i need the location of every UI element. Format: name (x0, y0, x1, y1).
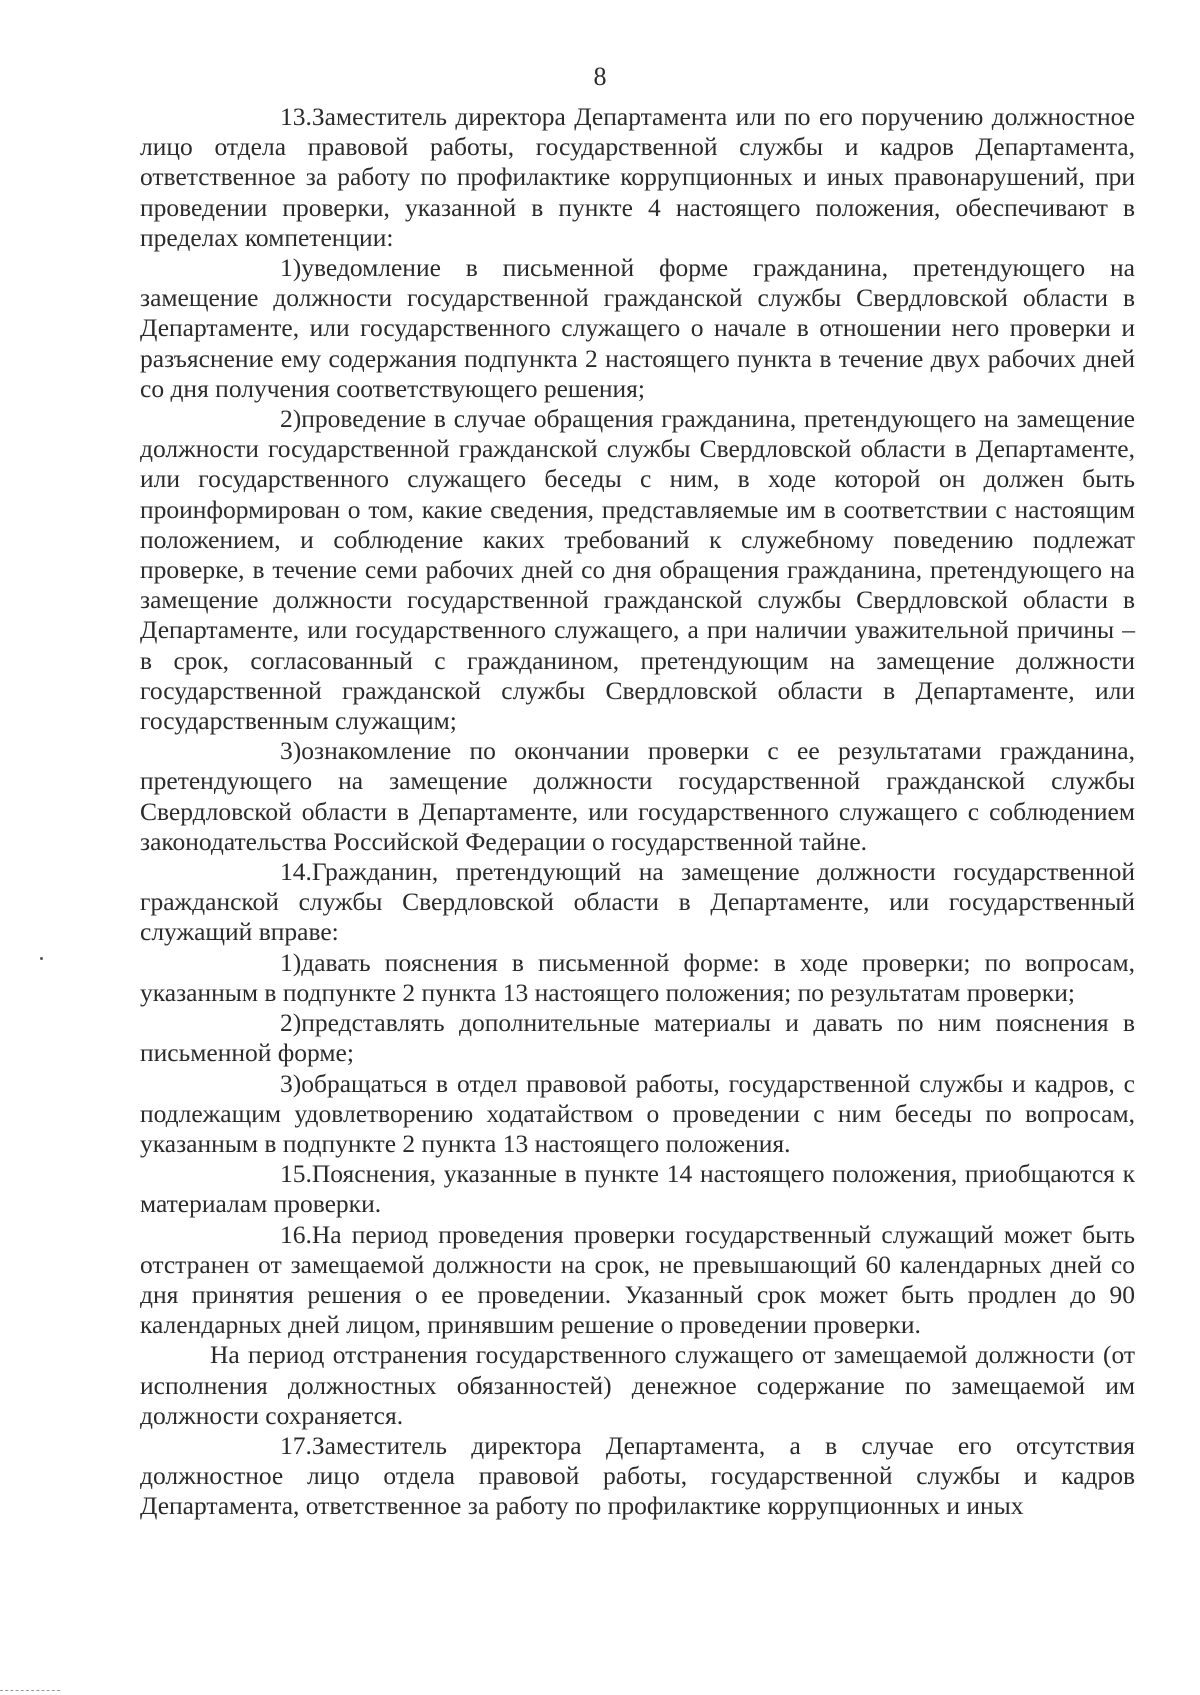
paragraph-text: уведомление в письменной форме гражданина, претендующего на замещение должности государственной гражданской службы Свердловской области в Департаменте, или государственного служащего о начале в отношении него проверки и разъяснение ему содержания подпункта 2 настоящего пункта в течение двух рабочих дней со дня получения соответствующего решения; (140, 253, 1135, 403)
paragraph-number: 1) (280, 253, 302, 283)
paragraph-13 (140, 102, 1135, 253)
scan-speck (40, 957, 43, 960)
paragraph-text: обращаться в отдел правовой работы, государственной службы и кадров, с подлежащим удовлетворению ходатайством о проведении с ним беседы по вопросам, указанным в подпункте 2 пункта 13 настоящего положения. (140, 1068, 1135, 1158)
paragraph-15 (140, 1159, 1135, 1219)
paragraph-13-1 (140, 253, 1135, 404)
paragraph-14-3 (140, 1069, 1135, 1160)
paragraph-number: 3) (280, 1068, 302, 1098)
paragraph-text: Гражданин, претендующий на замещение должности государственной гражданской службы Свердловской области в Департаменте, или государственный служащий вправе: (140, 857, 1135, 947)
paragraph-14 (140, 857, 1135, 948)
paragraph-text: проведение в случае обращения гражданина, претендующего на замещение должности государственной гражданской службы Свердловской области в Департаменте, или государственного служащего беседы с ним, в ходе которой он должен быть проинформирован о том, какие сведения, представляемые им в соответствии с настоящим положением, и соблюдение каких требований к служебному поведению подлежат проверке, в течение семи рабочих дней со дня обращения гражданина, претендующего на замещение должности государственной гражданской службы Свердловской области в Департаменте, или государственного служащего, а при наличии уважительной причины – в срок, согласованный с гражданином, претендующим на замещение должности государственной гражданской службы Свердловской области в Департаменте, или государственным служащим; (140, 404, 1135, 736)
paragraph-14-1 (140, 948, 1135, 1008)
scan-edge-mark (0, 1690, 60, 1695)
paragraph-text: Пояснения, указанные в пункте 14 настоящего положения, приобщаются к материалам проверки. (140, 1159, 1135, 1219)
paragraph-number: 3) (280, 736, 302, 766)
paragraph-number: 14. (280, 857, 312, 887)
paragraph-13-3 (140, 736, 1135, 857)
paragraph-text: ознакомление по окончании проверки с ее результатами гражданина, претендующего на замещение должности государственной гражданской службы Свердловской области в Департаменте, или государственного служащего с соблюдением законодательства Российской Федерации о государственной тайне. (140, 736, 1135, 856)
paragraph-number: 13. (280, 102, 312, 131)
paragraph-17 (140, 1431, 1135, 1522)
page-number: 8 (593, 62, 607, 91)
paragraph-text: На период проведения проверки государственный служащий может быть отстранен от замещаемой должности на срок, не превышающий 60 календарных дней со дня принятия решения о ее проведении. Указанный срок может быть продлен до 90 календарных дней лицом, принявшим решение о проведении проверки. (140, 1219, 1135, 1340)
paragraph-number: 15. (280, 1159, 312, 1189)
paragraph-number: 1) (280, 947, 302, 977)
paragraph-text: представлять дополнительные материалы и давать по ним пояснения в письменной форме; (140, 1008, 1135, 1068)
paragraph-text: давать пояснения в письменной форме: в ходе проверки; по вопросам, указанным в подпункте 2 пункта 13 настоящего положения; по результатам проверки; (140, 947, 1135, 1007)
paragraph-number: 2) (280, 1008, 302, 1038)
paragraph-16 (140, 1220, 1135, 1341)
paragraph-number: 17. (280, 1430, 312, 1460)
paragraph-number: 16. (280, 1219, 312, 1249)
paragraph-text: На период отстранения государственного служащего от замещаемой должности (от исполнения должностных обязанностей) денежное содержание по замещаемой им должности сохраняется. (140, 1340, 1135, 1430)
paragraph-13-2 (140, 404, 1135, 736)
paragraph-16-continued (140, 1340, 1135, 1431)
paragraph-number: 2) (280, 404, 302, 434)
document-body (140, 102, 1135, 1522)
paragraph-14-2 (140, 1008, 1135, 1068)
paragraph-text: Заместитель директора Департамента или по его поручению должностное лицо отдела правовой работы, государственной службы и кадров Департамента, ответственное за работу по профилактике коррупционных и иных правонарушений, при проведении проверки, указанной в пункте 4 настоящего положения, обеспечивают в пределах компетенции: (140, 102, 1135, 252)
paragraph-text: Заместитель директора Департамента, а в случае его отсутствия должностное лицо отдела правовой работы, государственной службы и кадров Департамента, ответственное за работу по профилактике коррупционных и иных (140, 1430, 1135, 1521)
